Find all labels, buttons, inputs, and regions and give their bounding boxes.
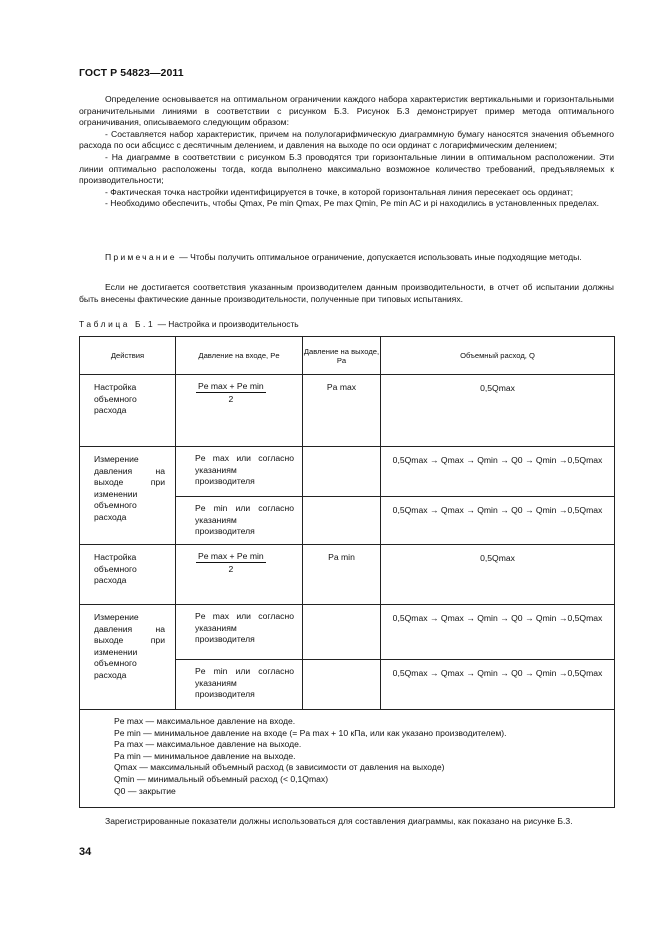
- inlet-pressure-cell: [176, 545, 303, 605]
- flow-cell: 0,5Qmax → Qmax → Qmin → Q0 → Qmin →0,5Qmax: [381, 605, 615, 660]
- outlet-pressure-cell: [303, 447, 381, 497]
- action-cell: Настройка объемного расхода: [80, 375, 176, 447]
- table-header-row: [80, 337, 615, 375]
- table-caption-label: Таблица Б.1: [79, 319, 156, 329]
- action-cell: Настройка объемного расхода: [80, 545, 176, 605]
- header-actions: Действия: [80, 337, 176, 375]
- flow-cell: 0,5Qmax: [381, 375, 615, 447]
- outlet-pressure-cell: [303, 660, 381, 710]
- legend-item: Qmin — минимальный объемный расход (< 0,1Qmax): [114, 773, 329, 784]
- fraction: [196, 551, 266, 574]
- table-row: [80, 545, 615, 605]
- settings-table: [79, 336, 615, 808]
- inlet-pressure-cell: [176, 375, 303, 447]
- flow-cell: 0,5Qmax: [381, 545, 615, 605]
- list-item: - Составляется набор характеристик, причем на полулогарифмическую диаграммную бумагу наносятся значения объемного расхода по оси абсцисс с десятичным делением, и давления на выходе по оси ординат с логарифмическим делением;: [79, 128, 614, 151]
- inlet-pressure-cell: Pe min или согласно указаниям производителя: [176, 660, 303, 710]
- footer-paragraph: Зарегистрированные показатели должны использоваться для составления диаграммы, как показано на рисунке Б.3.: [105, 816, 573, 826]
- list-item: - На диаграмме в соответствии с рисунком Б.3 проводятся три горизонтальные линии в оптимальном расположении. Эти линии оптимально расположены тогда, когда выполнено максимально возможное количество требований, предъявляемых к производительности;: [79, 151, 614, 186]
- inlet-pressure-cell: Pe max или согласно указаниям производителя: [176, 447, 303, 497]
- list-item: - Необходимо обеспечить, чтобы Qmax, Pe min Qmax, Pe max Qmin, Pe min AC и pi находились в установленных пределах.: [105, 198, 600, 209]
- outlet-pressure-cell: [303, 605, 381, 660]
- fraction-numerator: Pe max + Pe min: [198, 551, 264, 561]
- legend-item: Pa min — минимальное давление на выходе.: [114, 750, 296, 761]
- flow-cell: 0,5Qmax → Qmax → Qmin → Q0 → Qmin →0,5Qmax: [381, 497, 615, 545]
- performance-paragraph: Если не достигается соответствия указанным производителем данным производительности, в отчет об испытании должны быть внесены фактические данные производительности, полученные при типовых испытаниях.: [79, 282, 614, 304]
- fraction-denominator: 2: [228, 394, 234, 404]
- inlet-pressure-cell: Pe max или согласно указаниям производителя: [176, 605, 303, 660]
- inlet-pressure-cell: Pe min или согласно указаниям производителя: [176, 497, 303, 545]
- intro-paragraph: Определение основывается на оптимальном ограничении каждого набора характеристик вертикальными и горизонтальными ограничительными линиями в соответствии с рисунком Б.3. Рисунок Б.3 демонстрирует пример метода оптимального ограничивания, описываемого следующим образом:: [79, 94, 614, 128]
- legend-item: Qmax — максимальный объемный расход (в зависимости от давления на выходе): [114, 762, 445, 773]
- outlet-pressure-cell: Pa min: [303, 545, 381, 605]
- legend-item: Pe max — максимальное давление на входе.: [114, 716, 296, 726]
- fraction: [196, 381, 266, 404]
- legend-item: Pa max — максимальное давление на выходе.: [114, 739, 302, 750]
- legend-row: [80, 710, 615, 808]
- table-legend: [80, 710, 615, 808]
- table-row: [80, 375, 615, 447]
- note-label: Примечание: [105, 252, 177, 262]
- table-caption: [79, 319, 299, 329]
- flow-cell: 0,5Qmax → Qmax → Qmin → Q0 → Qmin →0,5Qmax: [381, 660, 615, 710]
- legend-item: Pe min — минимальное давление на входе (= Pa max + 10 кПа, или как указано производителем).: [114, 727, 507, 738]
- document-header: ГОСТ Р 54823—2011: [79, 67, 184, 79]
- header-inlet-pressure: Давление на входе, Pe: [176, 337, 303, 375]
- fraction-numerator: Pe max + Pe min: [198, 381, 264, 391]
- fraction-denominator: 2: [228, 564, 234, 574]
- header-outlet-pressure: Давление на выходе, Pa: [303, 337, 381, 375]
- flow-cell: 0,5Qmax → Qmax → Qmin → Q0 → Qmin →0,5Qmax: [381, 447, 615, 497]
- table-row: [80, 605, 615, 660]
- table-row: [80, 447, 615, 497]
- intro-section: [79, 94, 614, 210]
- legend-item: Q0 — закрытие: [114, 785, 176, 796]
- page-number: 34: [79, 846, 92, 858]
- note-text: — Чтобы получить оптимальное ограничение, допускается использовать иные подходящие методы.: [176, 252, 582, 262]
- table-caption-text: — Настройка и производительность: [155, 319, 299, 329]
- note-paragraph: [79, 252, 614, 264]
- header-flow-rate: Объемный расход, Q: [381, 337, 615, 375]
- action-cell: Измерение давления на выходе при изменении объемного расхода: [80, 605, 176, 710]
- action-cell: Измерение давления на выходе при изменении объемного расхода: [80, 447, 176, 545]
- outlet-pressure-cell: Pa max: [303, 375, 381, 447]
- list-item: - Фактическая точка настройки идентифицируется в точке, в которой горизонтальная линия пересекает ось ординат;: [105, 186, 573, 197]
- outlet-pressure-cell: [303, 497, 381, 545]
